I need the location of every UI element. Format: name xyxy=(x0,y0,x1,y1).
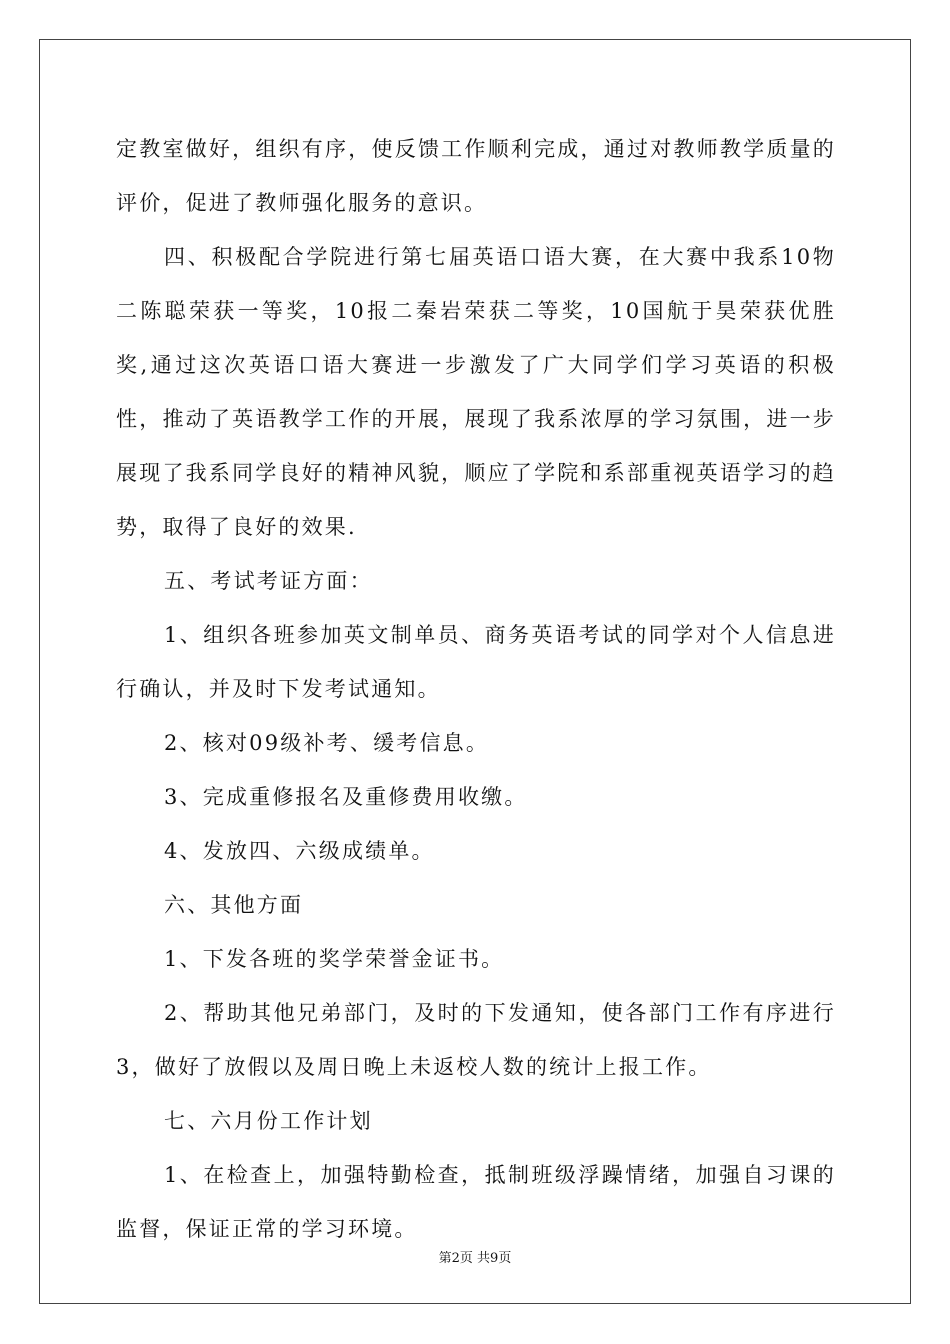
section-heading: 七、六月份工作计划 xyxy=(164,1109,373,1133)
section-heading: 六、其他方面 xyxy=(164,893,304,917)
list-item: 1、下发各班的奖学荣誉金证书。 xyxy=(164,947,505,971)
list-item: 2、帮助其他兄弟部门，及时的下发通知，使各部门工作有序进行 3，做好了放假以及周日晚上未返校人数的统计上报工作。 xyxy=(116,1001,836,1079)
page-footer: 第2页 共9页 xyxy=(438,1251,512,1266)
list-item: 3、完成重修报名及重修费用收缴。 xyxy=(164,785,528,809)
paragraph: 定教室做好，组织有序，使反馈工作顺利完成，通过对教师教学质量的评价，促进了教师强化服务的意识。 xyxy=(116,137,836,215)
list-item: 2、核对09级补考、缓考信息。 xyxy=(164,731,490,755)
paragraph: 四、积极配合学院进行第七届英语口语大赛，在大赛中我系10物二陈聪荣获一等奖，10报二秦岩荣获二等奖，10国航于昊荣获优胜奖,通过这次英语口语大赛进一步激发了广大同学们学习英语的积极性，推动了英语教学工作的开展，展现了我系浓厚的学习氛围，进一步展现了我系同学良好的精神风貌，顺应了学院和系部重视英语学习的趋势，取得了良好的效果. xyxy=(116,245,836,539)
section-heading: 五、考试考证方面： xyxy=(164,569,373,593)
list-item: 1、组织各班参加英文制单员、商务英语考试的同学对个人信息进行确认，并及时下发考试通知。 xyxy=(116,623,836,701)
list-item: 4、发放四、六级成绩单。 xyxy=(164,839,435,863)
document-body xyxy=(116,122,836,1256)
list-item: 1、在检查上，加强特勤检查，抵制班级浮躁情绪，加强自习课的监督，保证正常的学习环境。 xyxy=(116,1163,836,1241)
